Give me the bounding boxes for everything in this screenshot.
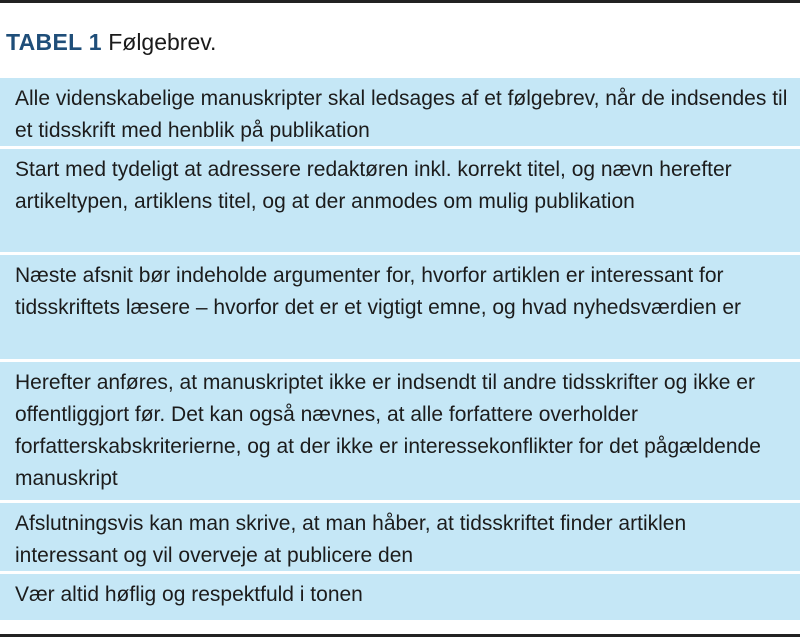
- table-row-1: Alle videnskabelige manuskripter skal ledsages af et følgebrev, når de indsendes til et tidsskrift med henblik på publikation: [15, 87, 788, 142]
- bottom-rule: [0, 634, 800, 637]
- content-table: [0, 78, 800, 620]
- table-caption: Følgebrev.: [108, 29, 217, 55]
- table-row-3: Næste afsnit bør indeholde argumenter for, hvorfor artiklen er interessant for tidsskriftets læsere – hvorfor det er et vigtigt emne, og hvad nyhedsværdien er: [15, 264, 742, 319]
- table-row-5: Afslutningsvis kan man skrive, at man håber, at tidsskriftet finder artiklen interessant og vil overveje at publicere den: [15, 512, 687, 567]
- table-row-2: Start med tydeligt at adressere redaktøren inkl. korrekt titel, og nævn herefter artikeltypen, artiklens titel, og at der anmodes om mulig publikation: [15, 158, 732, 213]
- table-row-6: Vær altid høflig og respektfuld i tonen: [15, 583, 363, 606]
- table-row-4: Herefter anføres, at manuskriptet ikke er indsendt til andre tidsskrifter og ikke er offentliggjort før. Det kan også nævnes, at alle forfattere overholder forfatterskabskriterierne, og at der ikke er interessekonflikter for det pågældende manuskript: [15, 371, 761, 490]
- top-rule: [0, 0, 800, 3]
- table-title: [6, 27, 216, 57]
- table-label: TABEL 1: [6, 29, 102, 55]
